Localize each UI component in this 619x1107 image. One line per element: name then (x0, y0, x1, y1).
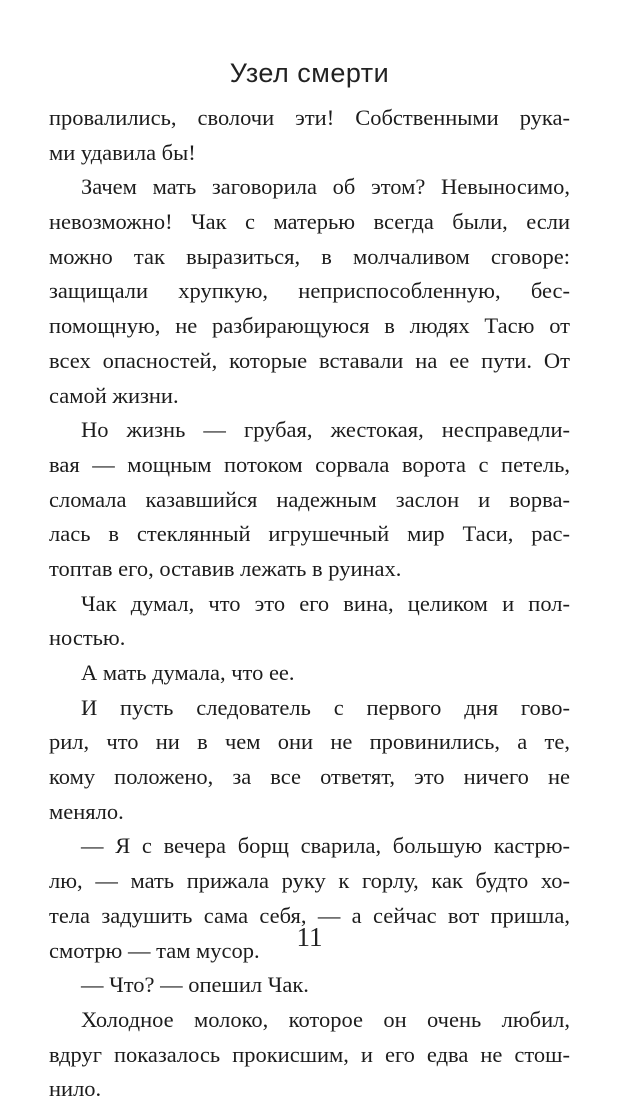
text-line: вдруг показалось прокисшим, и его едва не стош- (49, 1041, 570, 1067)
text-line: Холодное молоко, которое он очень любил, (81, 1006, 570, 1032)
page-number: 11 (296, 922, 323, 952)
text-line: ми удавила бы! (49, 139, 196, 165)
text-line: топтав его, оставив лежать в руинах. (49, 555, 402, 581)
text-line: смотрю — там мусор. (49, 937, 260, 963)
running-title: Узел смерти (229, 58, 390, 88)
text-line: — Что? — опешил Чак. (81, 972, 309, 998)
text-line: можно так выразиться, в молчаливом сговоре: (49, 243, 570, 269)
text-line: всех опасностей, которые вставали на ее пути. От (49, 347, 570, 373)
text-line: тела задушить сама себя, — а сейчас вот пришла, (49, 902, 570, 928)
text-line: Но жизнь — грубая, жестокая, несправедли- (81, 417, 570, 443)
text-line: А мать думала, что ее. (81, 660, 295, 685)
text-line: И пусть следователь с первого дня гово- (81, 694, 570, 720)
body-text (49, 101, 570, 1107)
text-line: сломала казавшийся надежным заслон и ворва- (49, 486, 570, 512)
text-line: Зачем мать заговорила об этом? Невыносимо, (81, 174, 570, 200)
text-line: помощную, не разбирающуюся в людях Тасю от (49, 313, 570, 339)
text-line: ностью. (49, 625, 126, 651)
text-line: невозможно! Чак с матерью всегда были, если (49, 209, 570, 235)
text-line: рил, что ни в чем они не провинились, а те, (49, 729, 570, 755)
text-line: — Я с вечера борщ сварила, большую кастрю- (81, 833, 570, 859)
text-line: лась в стеклянный игрушечный мир Таси, рас- (49, 521, 570, 547)
text-line: провалились, сволочи эти! Собственными рука- (49, 105, 570, 130)
text-line: самой жизни. (49, 382, 179, 408)
text-line: вая — мощным потоком сорвала ворота с петель, (49, 451, 570, 477)
text-line: меняло. (49, 798, 124, 824)
text-line: кому положено, за все ответят, это ничего не (49, 764, 570, 790)
text-line: нило. (49, 1076, 102, 1102)
text-line: Чак думал, что это его вина, целиком и пол- (81, 590, 570, 616)
text-line: лю, — мать прижала руку к горлу, как будто хо- (49, 868, 570, 894)
text-line: защищали хрупкую, неприспособленную, бес- (49, 278, 570, 304)
